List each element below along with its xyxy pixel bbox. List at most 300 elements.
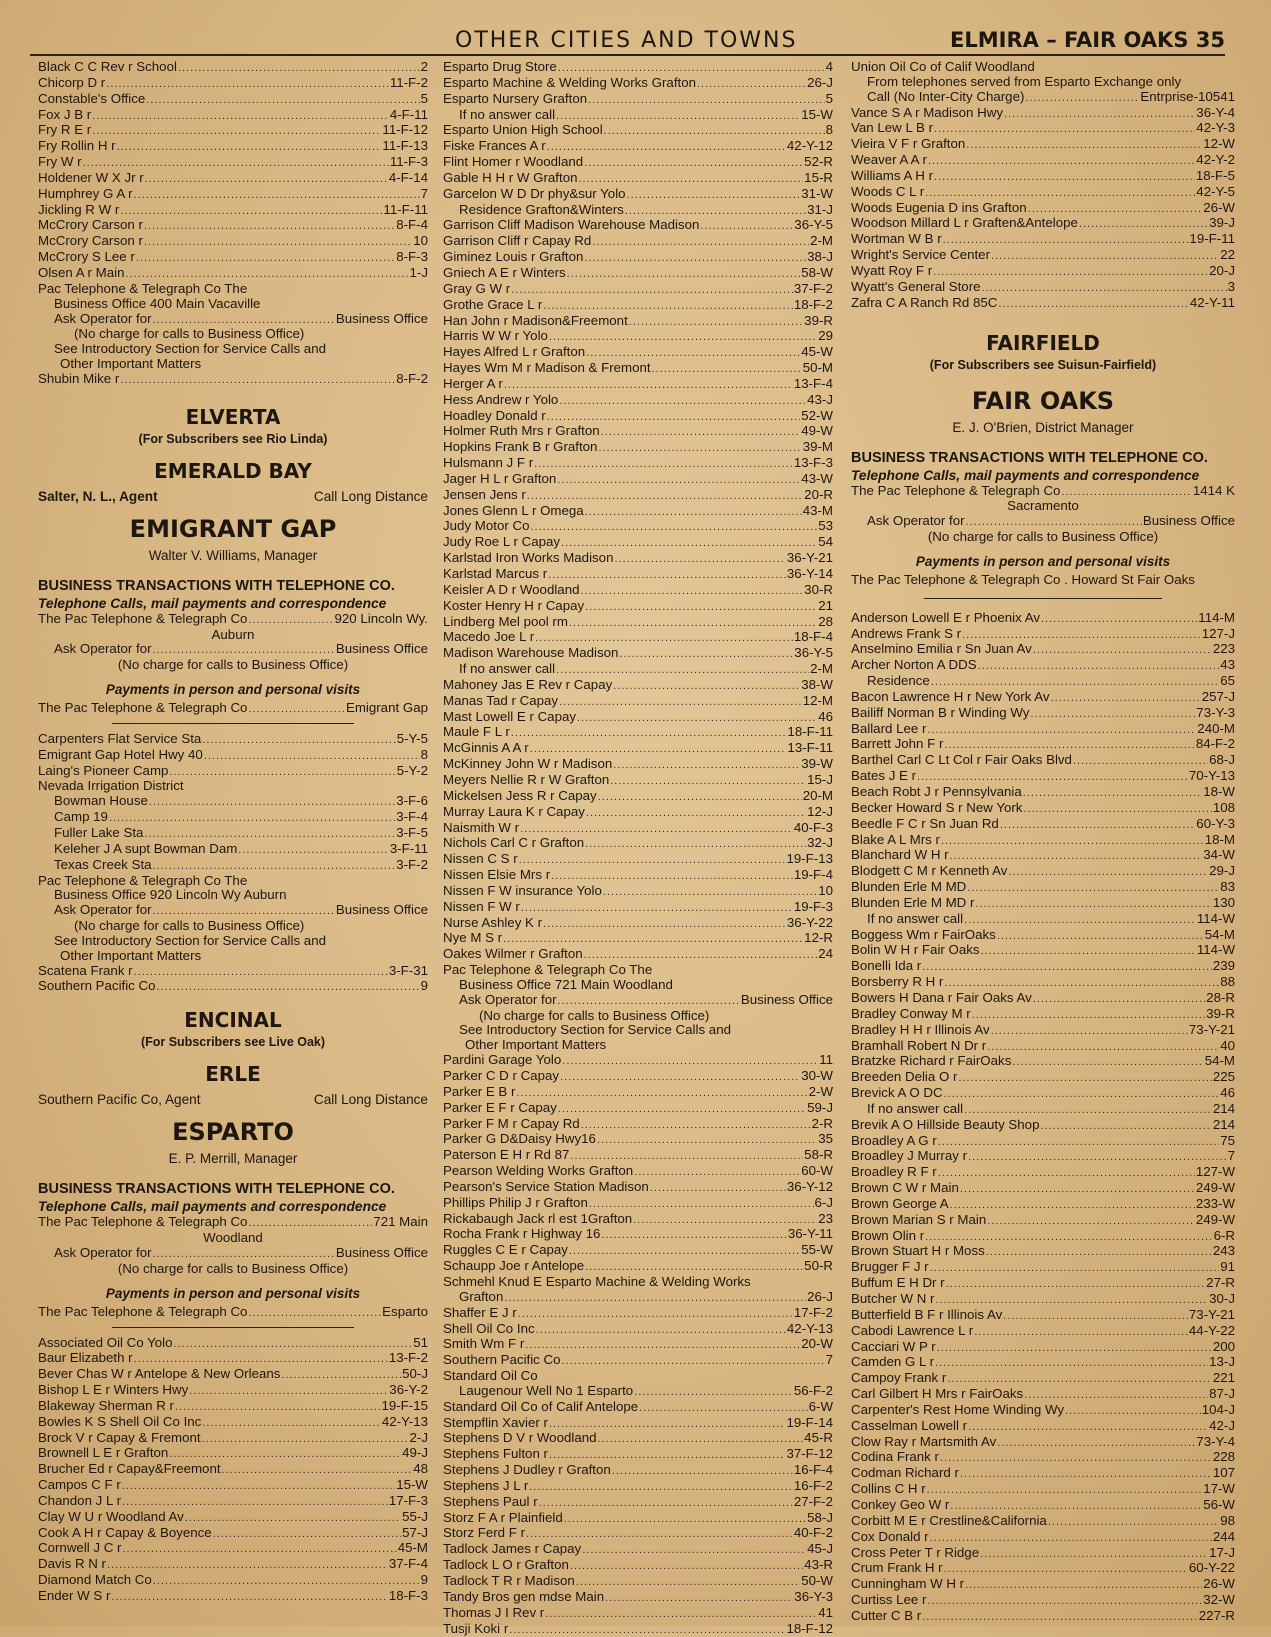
listing-number: 12-M [802, 693, 833, 708]
listing-name: Anselmino Emilia r Sn Juan Av [851, 642, 1032, 657]
listing-name: Ender W S r [38, 1589, 111, 1603]
listing-name: Vieira V F r Grafton [851, 137, 966, 152]
listing-name: Butterfield B F r Illinois Av [851, 1307, 1003, 1322]
listing-name: Crum Frank H r [851, 1561, 943, 1576]
listing-name: Shaffer E J r [443, 1305, 517, 1320]
listing-row [54, 842, 428, 858]
listing-name: Bolin W H r Fair Oaks [851, 943, 980, 958]
esparto-heading: ESPARTO [172, 1118, 294, 1147]
listing-number: 11 [819, 1053, 833, 1068]
listing-row [851, 280, 1235, 296]
listing-number: 6-R [1213, 1228, 1235, 1243]
leader-dots [700, 219, 793, 234]
leader-dots [650, 1181, 786, 1196]
esparto-listing-cont [443, 60, 833, 963]
listing-number: 11-F-3 [389, 155, 428, 170]
listing-number: 58-W [801, 265, 833, 280]
listing-row [851, 1118, 1235, 1134]
leader-dots [213, 1527, 401, 1542]
leader-dots [589, 1197, 814, 1212]
fair-oaks-pac-city: Sacramento [1007, 498, 1079, 514]
leader-dots [185, 1511, 401, 1526]
listing-name: McCrory S Lee r [38, 250, 135, 265]
listing-row [443, 615, 833, 631]
listing-name: Thomas J I Rev r [443, 1605, 545, 1620]
listing-row [851, 1260, 1235, 1276]
listing-row [851, 928, 1235, 944]
listing-row [38, 1415, 428, 1431]
listing-row [443, 947, 833, 963]
leader-dots [927, 1483, 1203, 1498]
listing-number: 60-Y-3 [1196, 816, 1235, 831]
divider [112, 723, 354, 724]
listing-row [38, 748, 428, 764]
listing-number: 3-F-11 [389, 841, 428, 856]
listing-row [54, 826, 428, 842]
listing-number: 42-Y-13 [786, 1321, 833, 1336]
listing-row [443, 567, 833, 583]
listing-name: If no answer call [459, 662, 556, 677]
listing-name: Southern Pacific Co [38, 979, 156, 994]
leader-dots [529, 1480, 793, 1495]
listing-name: Koster Henry H r Capay [443, 598, 585, 613]
leader-dots [585, 837, 806, 852]
listing-row [443, 1085, 833, 1101]
listing-name: Conkey Geo W r [851, 1497, 950, 1512]
leader-dots [966, 138, 1202, 153]
listing-row [443, 757, 833, 773]
leader-dots [569, 616, 817, 631]
listing-row [443, 519, 833, 535]
listing-row [443, 1259, 833, 1275]
listing-name: Standard Oil Co of Calif Antelope [443, 1399, 639, 1414]
listing-name: Stempflin Xavier r [443, 1415, 548, 1430]
listing-row [443, 678, 833, 694]
listing-row [851, 1102, 1235, 1118]
listing-name: Archer Norton A DDS [851, 658, 977, 673]
listing-name: Blunden Erle M MD r [851, 895, 975, 910]
listing-row [443, 1447, 833, 1463]
leader-dots [238, 843, 389, 858]
leader-dots [987, 1040, 1219, 1055]
leader-dots [92, 109, 389, 124]
listing-row [38, 1462, 428, 1478]
listing-name: Gable H H r W Grafton [443, 170, 578, 185]
leader-dots [578, 172, 803, 187]
listing-name: Carpenter's Rest Home Winding Wy [851, 1402, 1065, 1417]
emigrant-gap-heading: EMIGRANT GAP [129, 514, 337, 543]
listing-name: Gray G W r [443, 281, 511, 296]
listing-name: Residence [867, 674, 930, 689]
leader-dots [146, 93, 419, 108]
listing-name: Cross Peter T r Ridge [851, 1545, 980, 1560]
listing-number: 59-J [807, 1100, 833, 1115]
listing-name: Hayes Alfred L r Grafton [443, 345, 586, 360]
leader-dots [122, 1479, 395, 1494]
listing-name: Madison Warehouse Madison [443, 646, 619, 661]
listing-number: 239 [1212, 959, 1235, 974]
listing-name: Texas Creek Sta [54, 857, 152, 872]
leader-dots [547, 410, 800, 425]
leader-dots [558, 1102, 806, 1117]
leader-dots [111, 1590, 387, 1605]
listing-name: Cox Donald r [851, 1529, 929, 1544]
listing-number: 16-F-4 [793, 1463, 833, 1478]
leader-dots [153, 859, 396, 874]
listing-number: 3-F-2 [396, 857, 428, 872]
listing-row [851, 817, 1235, 833]
listing-name: Constable's Office [38, 91, 146, 106]
listing-name: Lindberg Mel pool rm [443, 614, 568, 629]
listing-name: Butcher W N r [851, 1292, 935, 1306]
listing-row [443, 1590, 833, 1606]
leader-dots [1033, 643, 1212, 658]
leader-dots [967, 881, 1219, 896]
listing-name: Bates J E r [851, 769, 917, 784]
listing-row [38, 108, 428, 124]
listing-number: 73-Y-3 [1196, 705, 1235, 720]
listing-number: 50-W [801, 1574, 833, 1588]
leader-dots [521, 901, 793, 916]
listing-number: 54-M [1204, 927, 1235, 942]
listing-row [443, 1164, 833, 1180]
listing-number: 12-J [807, 804, 833, 819]
listing-number: 46 [818, 709, 833, 724]
listing-name: Anderson Lowell E r Phoenix Av [851, 610, 1040, 625]
leader-dots [930, 1261, 1220, 1276]
listing-row [38, 1431, 428, 1447]
listing-number: 87-J [1209, 1387, 1235, 1402]
listing-row [443, 123, 833, 139]
listing-row [443, 931, 833, 947]
listing-name: Holmer Ruth Mrs r Grafton [443, 424, 600, 439]
listing-row [38, 92, 428, 108]
esparto-business-heading: BUSINESS TRANSACTIONS WITH TELEPHONE CO. [38, 1181, 395, 1198]
listing-row [38, 1526, 428, 1542]
listing-row [443, 583, 833, 599]
listing-row [443, 456, 833, 472]
listing-row [851, 611, 1235, 627]
listing-name: Humphrey G A r [38, 186, 133, 201]
listing-row [851, 674, 1235, 690]
leader-dots [585, 505, 802, 520]
column-1 [38, 60, 428, 1605]
leader-dots [1000, 818, 1195, 833]
listing-number: 127-W [1195, 1165, 1235, 1180]
listing-row [851, 1292, 1235, 1308]
listing-number: 42-Y-3 [1196, 121, 1235, 136]
listing-row [851, 848, 1235, 864]
leader-dots [202, 1416, 381, 1431]
listing-name: Han John r Madison&Freemont [443, 313, 628, 328]
leader-dots [934, 170, 1195, 185]
listing-number: 56-W [1203, 1497, 1235, 1512]
leader-dots [504, 378, 793, 393]
listing-name: Barrett John F r [851, 737, 944, 752]
listing-number: 26-W [1203, 1577, 1235, 1592]
emigrant-gap-manager: Walter V. Williams, Manager [148, 547, 318, 563]
emigrant-gap-listing [38, 732, 428, 780]
listing-row [54, 794, 428, 810]
listing-name: Bowles K S Shell Oil Co Inc [38, 1414, 202, 1429]
listing-row [38, 964, 428, 980]
listing-name: Laing's Pioneer Camp [38, 763, 169, 778]
listing-number: 13-F-11 [787, 741, 833, 756]
listing-name: If no answer call [867, 1101, 964, 1116]
listing-row [443, 108, 833, 124]
listing-row [443, 472, 833, 488]
encinal-heading: ENCINAL [184, 1008, 282, 1033]
listing-number: 17-F-3 [388, 1493, 428, 1508]
listing-row [851, 1387, 1235, 1403]
listing-row [38, 218, 428, 234]
leader-dots [569, 1244, 800, 1259]
pac-tel-see-2: Other Important Matters [60, 357, 202, 372]
listing-row [443, 884, 833, 900]
leader-dots [585, 600, 817, 615]
listing-row [38, 1589, 428, 1605]
listing-number: 73-Y-4 [1196, 1434, 1235, 1449]
listing-number: 114-M [1198, 610, 1235, 625]
listing-name: Parker G D&Daisy Hwy16 [443, 1132, 596, 1147]
leader-dots [562, 1354, 825, 1369]
listing-row [851, 880, 1235, 896]
leader-dots [526, 1527, 793, 1542]
listing-row [851, 1324, 1235, 1340]
pac-tel-nocharge: (No charge for calls to Business Office) [74, 327, 305, 342]
listing-row [443, 836, 833, 852]
listing-number: 228 [1212, 1450, 1235, 1465]
listing-number: 10 [818, 883, 833, 898]
listing-name: Nichols Carl C r Grafton [443, 836, 585, 851]
leader-dots [511, 726, 787, 741]
leader-dots [109, 811, 395, 826]
leader-dots [570, 1149, 803, 1164]
listing-name: Nye M S r [443, 931, 503, 946]
listing-number: 41 [818, 1605, 833, 1620]
listing-number: 30-J [1209, 1292, 1235, 1306]
esparto-tel-label: Telephone Calls, mail payments and correspondence [38, 1199, 387, 1215]
listing-number: 240-M [1197, 721, 1235, 736]
leader-dots [189, 1384, 388, 1399]
listing-number: 26-J [807, 75, 833, 90]
listing-name: Woods Eugenia D ins Grafton [851, 200, 1027, 215]
listing-row [851, 1276, 1235, 1292]
listing-number: 16-F-2 [793, 1478, 833, 1493]
listing-row [851, 975, 1235, 991]
leader-dots [1024, 1388, 1208, 1403]
listing-name: Breeden Delia O r [851, 1070, 958, 1085]
listing-number: 18-F-11 [787, 725, 833, 740]
listing-number: 50-J [402, 1367, 428, 1382]
listing-row [38, 1494, 428, 1510]
listing-row [38, 171, 428, 187]
listing-number: 200 [1212, 1339, 1235, 1354]
listing-name: Brown George A [851, 1196, 949, 1211]
listing-row [851, 943, 1235, 959]
listing-number: 10 [413, 234, 428, 249]
listing-number: 5 [420, 91, 428, 106]
listing-number: 7 [825, 1353, 833, 1368]
leader-dots [629, 315, 803, 330]
listing-name: Hopkins Frank B r Grafton [443, 440, 598, 455]
leader-dots [561, 536, 817, 551]
listing-name: Holdener W X Jr r [38, 170, 144, 185]
leader-dots [922, 960, 1212, 975]
listing-row [851, 1340, 1235, 1356]
listing-name: Esparto Nursery Grafton [443, 91, 588, 106]
listing-row [443, 345, 833, 361]
listing-number: 35 [818, 1132, 833, 1147]
listing-name: Beach Robt J r Pennsylvania [851, 785, 1022, 799]
listing-number: 55-J [402, 1509, 428, 1524]
listing-name: Nissen C S r [443, 852, 518, 867]
leader-dots [997, 929, 1204, 944]
listing-number: 37-F-4 [388, 1557, 428, 1572]
emigrant-gap-pay-label: Payments in person and personal visits [105, 682, 361, 698]
union-oil-note: From telephones served from Esparto Exchange only [867, 74, 1182, 89]
listing-number: 39-J [1209, 216, 1235, 231]
listing-row [443, 1574, 833, 1590]
leader-dots [592, 235, 809, 250]
listing-row [851, 1530, 1235, 1546]
listing-number: 18-F-12 [786, 1621, 833, 1636]
leader-dots [584, 948, 818, 963]
listing-number: 40-F-2 [793, 1526, 833, 1541]
fair-oaks-pac-row: The Pac Telephone & Telegraph Co ..... 1414 K [851, 484, 1235, 500]
leader-dots [941, 834, 1204, 849]
listing-name: Brevik A O Hillside Beauty Shop [851, 1117, 1040, 1132]
section-title: OTHER CITIES AND TOWNS [455, 28, 798, 53]
listing-row [443, 266, 833, 282]
listing-row [851, 658, 1235, 674]
listing-row [851, 833, 1235, 849]
listing-row [443, 1622, 833, 1637]
listing-number: 36-Y-12 [786, 1179, 833, 1194]
listing-number: 52-W [801, 408, 833, 423]
leader-dots [950, 1198, 1195, 1213]
leader-dots [1040, 1119, 1211, 1134]
listing-name: Meyers Nellie R r W Grafton [443, 772, 610, 787]
leader-dots [931, 675, 1219, 690]
listing-name: Bramhall Robert N Dr r [851, 1038, 987, 1053]
listing-row [851, 264, 1235, 280]
listing-number: 48 [413, 1462, 428, 1477]
esparto-listing-cont-4 [443, 1400, 833, 1637]
listing-row [443, 916, 833, 932]
leader-dots [107, 1558, 388, 1573]
listing-name: Camden G L r [851, 1355, 935, 1370]
leader-dots [560, 1070, 800, 1085]
listing-number: 57-J [402, 1525, 428, 1540]
leader-dots [582, 1543, 806, 1558]
listing-row [851, 991, 1235, 1007]
leader-dots [122, 1495, 388, 1510]
leader-dots [1073, 754, 1208, 769]
leader-dots [922, 1610, 1198, 1625]
listing-row [38, 732, 428, 748]
listing-name: Tadlock T R r Madison [443, 1574, 575, 1588]
pac-tel-name-2: Pac Telephone & Telegraph Co The [38, 873, 248, 888]
listing-row [443, 155, 833, 171]
leader-dots [991, 249, 1219, 264]
listing-row [443, 1132, 833, 1148]
listing-name: Becker Howard S r New York [851, 800, 1023, 815]
listing-name: Tadlock James r Capay [443, 1542, 582, 1557]
leader-dots [934, 122, 1195, 137]
listing-number: 11-F-2 [389, 75, 428, 90]
pac-tel-nocharge-3: (No charge for calls to Business Office) [479, 1008, 710, 1023]
listing-row [38, 1336, 428, 1352]
listing-number: 38-W [801, 677, 833, 692]
listing-number: 13-J [1209, 1355, 1235, 1370]
leader-dots [639, 1401, 807, 1416]
listing-name: Fry W r [38, 155, 82, 170]
listing-number: 75 [1220, 1133, 1235, 1148]
listing-name: Fry Rollin H r [38, 139, 116, 154]
listing-name: Stephens J Dudley r Grafton [443, 1463, 611, 1478]
leader-dots [144, 219, 395, 234]
leader-dots [925, 186, 1195, 201]
listing-name: Brown C W r Main [851, 1181, 959, 1196]
leader-dots [928, 154, 1195, 169]
leader-dots [965, 1578, 1202, 1593]
listing-row [851, 1514, 1235, 1530]
listing-name: Baur Elizabeth r [38, 1351, 133, 1366]
listing-name: Keleher J A supt Bowman Dam [54, 841, 238, 856]
emigrant-gap-ask: Ask Operator for ..... Business Office [38, 642, 428, 658]
column-3 [851, 60, 1235, 1625]
leader-dots [518, 1307, 793, 1322]
listing-number: 8 [825, 123, 833, 138]
leader-dots [944, 1562, 1188, 1577]
listing-row [443, 1558, 833, 1574]
leader-dots [958, 1071, 1211, 1086]
listing-row [443, 1196, 833, 1212]
leader-dots [964, 1103, 1212, 1118]
listing-number: 18-W [1203, 785, 1235, 799]
leader-dots [982, 281, 1227, 296]
leader-dots [987, 1214, 1195, 1229]
fair-oaks-listing [851, 611, 1235, 1625]
listing-number: 7 [1227, 1149, 1235, 1164]
listing-name: Storz F A r Plainfield [443, 1510, 563, 1525]
leader-dots [588, 93, 824, 108]
listing-row [443, 1526, 833, 1542]
listing-name: Vance S A r Madison Hwy [851, 105, 1003, 120]
listing-name: Garrison Cliff r Capay Rd [443, 234, 592, 249]
leader-dots [964, 913, 1196, 928]
listing-number: 19-F-14 [786, 1415, 833, 1430]
leader-dots [1004, 107, 1195, 122]
listing-row [38, 1351, 428, 1367]
leader-dots [549, 1417, 786, 1432]
listing-number: 233-W [1195, 1196, 1235, 1211]
leader-dots [134, 1352, 388, 1367]
leader-dots [598, 441, 801, 456]
leader-dots [997, 1436, 1195, 1451]
leader-dots [134, 965, 388, 980]
listing-name: Bradley H H r Illinois Av [851, 1022, 990, 1037]
listing-number: 114-W [1196, 943, 1235, 958]
leader-dots [927, 723, 1196, 738]
leader-dots [968, 1420, 1208, 1435]
leader-dots [936, 1293, 1209, 1308]
listing-name: Bever Chas W r Antelope & New Orleans [38, 1367, 281, 1382]
leader-dots [601, 425, 801, 440]
listing-row [38, 60, 428, 76]
leader-dots [960, 1467, 1212, 1482]
